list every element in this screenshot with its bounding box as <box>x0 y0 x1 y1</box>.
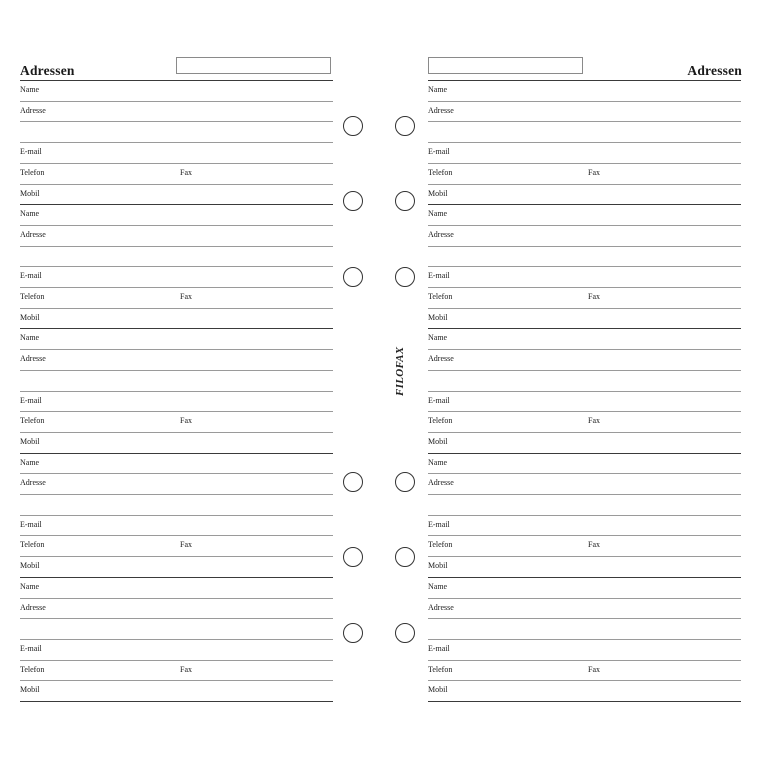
mobile-field-line[interactable] <box>428 328 741 329</box>
email-label: E-mail <box>20 519 42 529</box>
address-label: Adresse <box>428 478 454 488</box>
name-field-line[interactable] <box>20 598 333 599</box>
phone-field-line[interactable] <box>20 556 333 557</box>
email-field-line[interactable] <box>20 287 333 288</box>
left-letter-tab-box[interactable] <box>176 57 331 74</box>
phone-field-line[interactable] <box>20 680 333 681</box>
email-label: E-mail <box>428 271 450 281</box>
name-field-line[interactable] <box>428 349 741 350</box>
phone-field-line[interactable] <box>428 432 741 433</box>
mobile-field-line[interactable] <box>428 453 741 454</box>
name-field-line[interactable] <box>428 225 741 226</box>
address-label: Adresse <box>428 105 454 115</box>
name-label: Name <box>428 581 448 591</box>
name-field-line[interactable] <box>20 349 333 350</box>
right-letter-tab-box[interactable] <box>428 57 583 74</box>
email-field-line[interactable] <box>428 163 741 164</box>
email-label: E-mail <box>20 395 42 405</box>
email-label: E-mail <box>428 643 450 653</box>
mobile-label: Mobil <box>20 188 40 198</box>
address-line-2-field-line[interactable] <box>20 142 333 143</box>
title-rule <box>428 80 741 81</box>
address-line-2-field-line[interactable] <box>20 391 333 392</box>
name-label: Name <box>20 457 40 467</box>
address-line-2-field-line[interactable] <box>428 515 741 516</box>
name-field-line[interactable] <box>428 473 741 474</box>
mobile-field-line[interactable] <box>428 577 741 578</box>
mobile-label: Mobil <box>20 561 40 571</box>
address-field-line[interactable] <box>20 494 333 495</box>
mobile-label: Mobil <box>428 436 448 446</box>
address-line-2-field-line[interactable] <box>428 391 741 392</box>
email-label: E-mail <box>428 147 450 157</box>
mobile-label: Mobil <box>428 685 448 695</box>
phone-label: Telefon <box>20 416 45 426</box>
name-field-line[interactable] <box>428 101 741 102</box>
address-label: Adresse <box>20 105 46 115</box>
phone-field-line[interactable] <box>428 556 741 557</box>
fax-label: Fax <box>588 416 600 426</box>
mobile-field-line[interactable] <box>20 453 333 454</box>
mobile-label: Mobil <box>20 436 40 446</box>
fax-label: Fax <box>180 292 192 301</box>
mobile-field-line[interactable] <box>20 701 333 702</box>
name-label: Name <box>428 333 448 343</box>
filofax-logo: FILOFAX <box>394 346 406 396</box>
mobile-field-line[interactable] <box>428 204 741 205</box>
address-label: Adresse <box>428 602 454 612</box>
name-field-line[interactable] <box>20 473 333 474</box>
email-field-line[interactable] <box>428 411 741 412</box>
binder-hole-right-1 <box>395 116 415 136</box>
name-field-line[interactable] <box>20 225 333 226</box>
email-field-line[interactable] <box>20 660 333 661</box>
phone-field-line[interactable] <box>20 184 333 185</box>
fax-label: Fax <box>180 540 192 550</box>
address-field-line[interactable] <box>428 618 741 619</box>
email-label: E-mail <box>20 271 42 281</box>
address-line-2-field-line[interactable] <box>20 515 333 516</box>
right-page <box>428 0 741 760</box>
left-page <box>20 0 333 760</box>
phone-label: Telefon <box>428 292 453 301</box>
mobile-label: Mobil <box>20 685 40 695</box>
address-label: Adresse <box>428 229 454 239</box>
fax-label: Fax <box>180 664 192 674</box>
binder-hole-left-2 <box>343 191 363 211</box>
phone-label: Telefon <box>20 540 45 550</box>
address-field-line[interactable] <box>428 370 741 371</box>
binder-hole-left-3 <box>343 267 363 287</box>
email-field-line[interactable] <box>428 287 741 288</box>
address-field-line[interactable] <box>428 121 741 122</box>
email-label: E-mail <box>20 643 42 653</box>
phone-label: Telefon <box>428 664 453 674</box>
fax-label: Fax <box>588 292 600 301</box>
fax-label: Fax <box>180 167 192 177</box>
address-label: Adresse <box>20 478 46 488</box>
mobile-label: Mobil <box>20 312 40 322</box>
email-label: E-mail <box>428 519 450 529</box>
phone-label: Telefon <box>20 167 45 177</box>
address-field-line[interactable] <box>20 370 333 371</box>
address-label: Adresse <box>20 602 46 612</box>
phone-field-line[interactable] <box>428 680 741 681</box>
phone-field-line[interactable] <box>428 308 741 309</box>
fax-label: Fax <box>180 416 192 426</box>
email-field-line[interactable] <box>20 535 333 536</box>
binder-hole-right-6 <box>395 623 415 643</box>
phone-label: Telefon <box>428 540 453 550</box>
address-line-2-field-line[interactable] <box>428 142 741 143</box>
address-line-2-field-line[interactable] <box>428 266 741 267</box>
email-field-line[interactable] <box>428 535 741 536</box>
fax-label: Fax <box>588 664 600 674</box>
address-label: Adresse <box>20 354 46 364</box>
address-field-line[interactable] <box>428 246 741 247</box>
name-label: Name <box>20 209 40 219</box>
name-label: Name <box>428 209 448 219</box>
phone-label: Telefon <box>428 416 453 426</box>
phone-field-line[interactable] <box>20 432 333 433</box>
mobile-field-line[interactable] <box>428 701 741 702</box>
address-field-line[interactable] <box>20 618 333 619</box>
fax-label: Fax <box>588 540 600 550</box>
address-line-2-field-line[interactable] <box>20 266 333 267</box>
phone-label: Telefon <box>428 167 453 177</box>
fax-label: Fax <box>588 167 600 177</box>
mobile-label: Mobil <box>428 312 448 322</box>
mobile-field-line[interactable] <box>20 328 333 329</box>
binder-hole-right-3 <box>395 267 415 287</box>
address-label: Adresse <box>428 354 454 364</box>
name-label: Name <box>428 85 448 94</box>
mobile-label: Mobil <box>428 188 448 198</box>
email-field-line[interactable] <box>20 411 333 412</box>
mobile-field-line[interactable] <box>20 204 333 205</box>
left-page-title: Adressen <box>20 63 75 78</box>
mobile-label: Mobil <box>428 561 448 571</box>
binder-hole-right-2 <box>395 191 415 211</box>
mobile-field-line[interactable] <box>20 577 333 578</box>
binder-hole-right-4 <box>395 472 415 492</box>
phone-field-line[interactable] <box>428 184 741 185</box>
address-line-2-field-line[interactable] <box>20 639 333 640</box>
name-label: Name <box>428 457 448 467</box>
binder-hole-left-6 <box>343 623 363 643</box>
right-page-title: Adressen <box>687 63 742 78</box>
name-field-line[interactable] <box>20 101 333 102</box>
address-field-line[interactable] <box>20 246 333 247</box>
address-field-line[interactable] <box>428 494 741 495</box>
email-label: E-mail <box>428 395 450 405</box>
binder-hole-left-4 <box>343 472 363 492</box>
binder-hole-left-1 <box>343 116 363 136</box>
phone-label: Telefon <box>20 292 45 301</box>
email-field-line[interactable] <box>428 660 741 661</box>
name-label: Name <box>20 333 40 343</box>
email-label: E-mail <box>20 147 42 157</box>
name-label: Name <box>20 85 40 94</box>
name-field-line[interactable] <box>428 598 741 599</box>
address-field-line[interactable] <box>20 121 333 122</box>
email-field-line[interactable] <box>20 163 333 164</box>
name-label: Name <box>20 581 40 591</box>
title-rule <box>20 80 333 81</box>
phone-field-line[interactable] <box>20 308 333 309</box>
address-line-2-field-line[interactable] <box>428 639 741 640</box>
binder-hole-left-5 <box>343 547 363 567</box>
address-label: Adresse <box>20 229 46 239</box>
phone-label: Telefon <box>20 664 45 674</box>
binder-hole-right-5 <box>395 547 415 567</box>
